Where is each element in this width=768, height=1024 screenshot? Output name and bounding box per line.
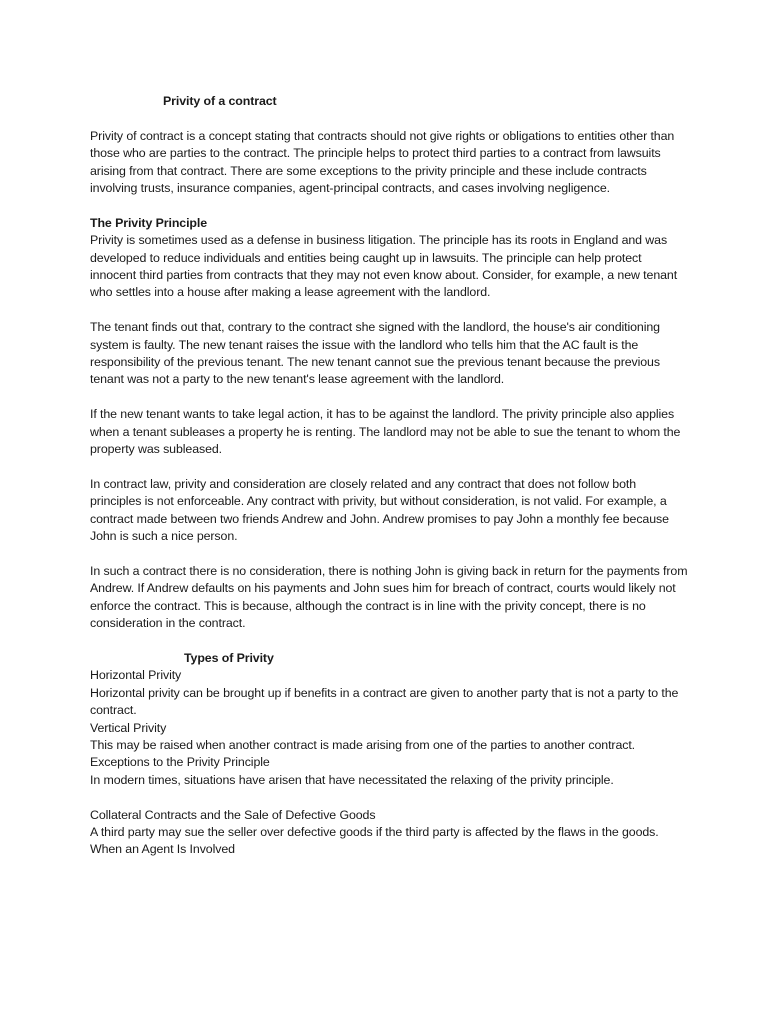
privity-principle-paragraph-1: Privity is sometimes used as a defense in business litigation. The principle has its roots in England and was developed to reduce individuals and entities being caught up in lawsuits. The principle can help protect innocent third parties from contracts that they may not even know about. Consider, for example, a new tenant who settles into a house after making a lease agreement with the landlord. [90,233,678,300]
privity-principle-paragraph-2: The tenant finds out that, contrary to the contract she signed with the landlord, the house's air conditioning system is faulty. The new tenant raises the issue with the landlord who tells him that the AC fault is the responsibility of the previous tenant. The new tenant cannot sue the previous tenant because the previous tenant was not a party to the new tenant's lease agreement with the landlord. [90,320,660,387]
horizontal-privity-text: Horizontal privity can be brought up if benefits in a contract are given to another party that is not a party to the contract. [90,685,679,718]
document-page [90,93,688,859]
privity-principle-heading: The Privity Principle [90,215,208,230]
privity-principle-paragraph-4: In contract law, privity and consideration are closely related and any contract that does not follow both principles is not enforceable. Any contract with privity, but without consideration, is not valid. For example, a contract made between two friends Andrew and John. Andrew promises to pay John a monthly fee because John is such a nice person. [90,476,669,544]
agent-involved-label: When an Agent Is Involved [90,842,235,857]
types-of-privity-heading: Types of Privity [184,650,274,665]
horizontal-privity-label: Horizontal Privity [90,668,182,683]
collateral-contracts-label: Collateral Contracts and the Sale of Defective Goods [90,807,376,822]
intro-paragraph: Privity of contract is a concept stating that contracts should not give rights or obligations to entities other than those who are parties to the contract. The principle helps to protect third parties to a contract from lawsuits arising from that contract. There are some exceptions to the privity principle and these include contracts involving trusts, insurance companies, agent-principal contracts, and cases involving negligence. [90,128,675,196]
exceptions-text: In modern times, situations have arisen that have necessitated the relaxing of the privity principle. [90,772,614,787]
vertical-privity-label: Vertical Privity [90,720,167,735]
privity-principle-paragraph-3: If the new tenant wants to take legal action, it has to be against the landlord. The privity principle also applies when a tenant subleases a property he is renting. The landlord may not be able to sue the tenant to whom the property was subleased. [90,407,681,457]
exceptions-label: Exceptions to the Privity Principle [90,755,270,770]
privity-principle-paragraph-5: In such a contract there is no consideration, there is nothing John is giving back in return for the payments from Andrew. If Andrew defaults on his payments and John sues him for breach of contract, courts would likely not enforce the contract. This is because, although the contract is in line with the privity concept, there is no consideration in the contract. [90,563,688,631]
document-title: Privity of a contract [163,94,277,108]
collateral-contracts-text: A third party may sue the seller over defective goods if the third party is affected by the flaws in the goods. [90,824,659,839]
vertical-privity-text: This may be raised when another contract is made arising from one of the parties to another contract. [90,737,636,752]
